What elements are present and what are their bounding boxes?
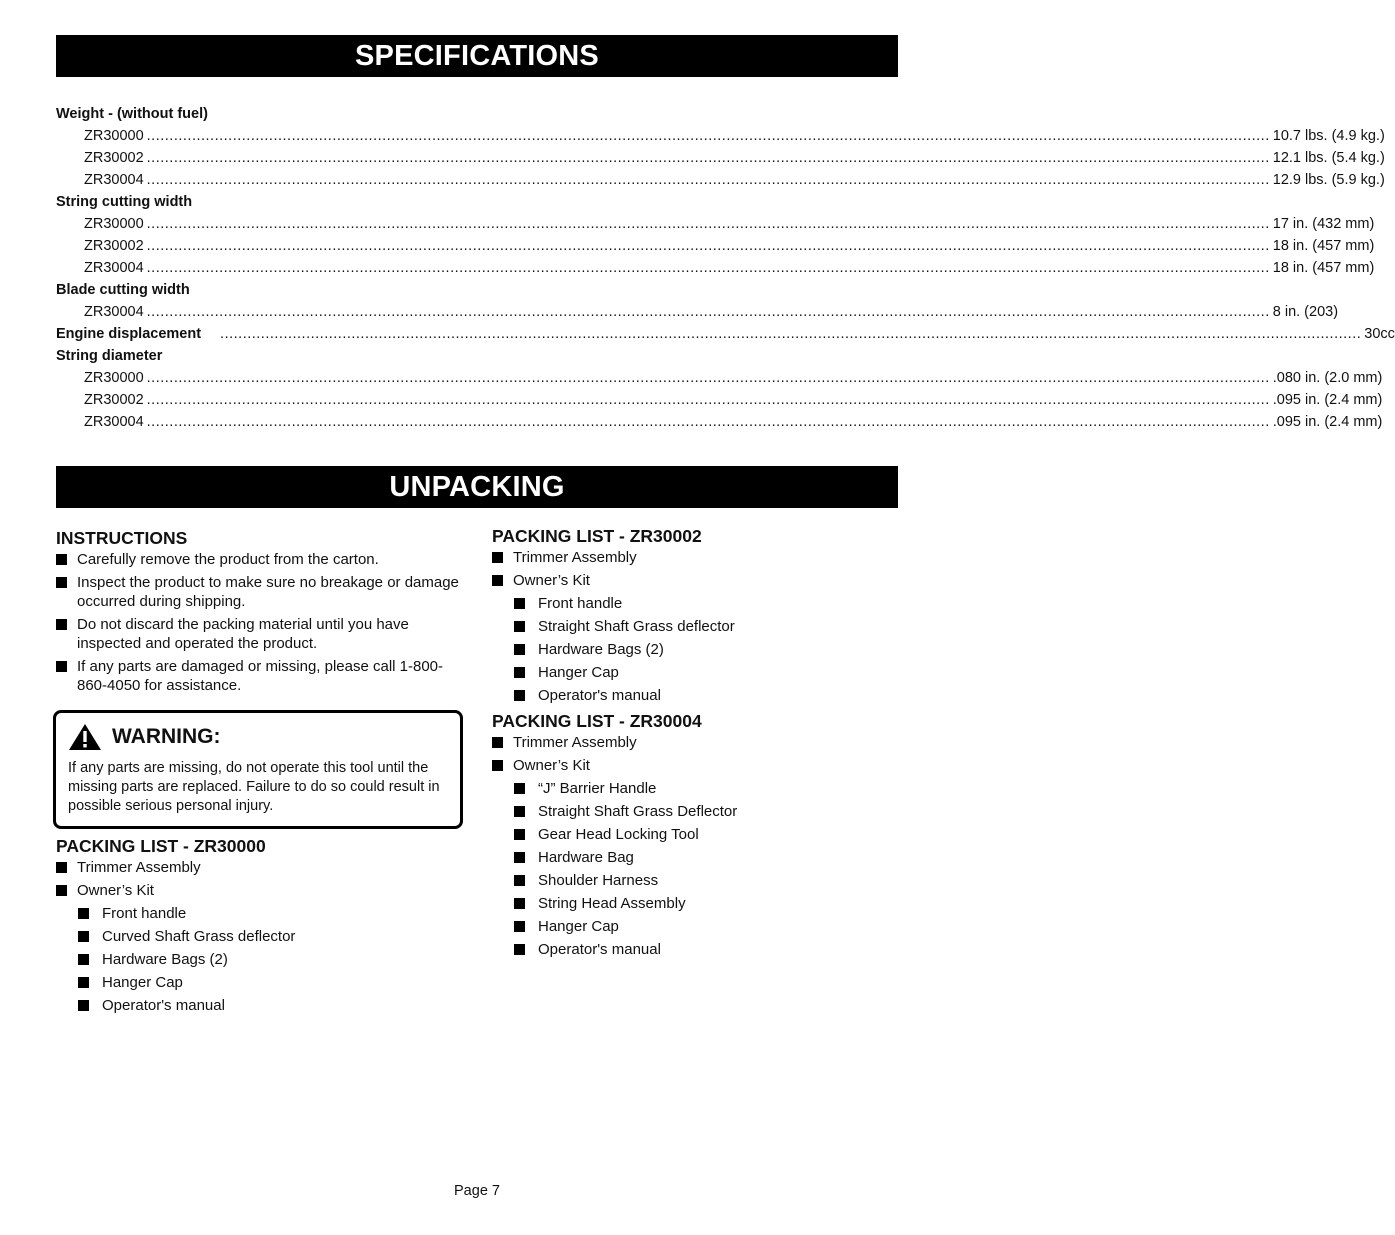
spec-model: ZR30004 [84,260,144,276]
list-item-text: Hanger Cap [102,974,183,991]
unpacking-right-column [492,524,902,963]
dot-leader [147,389,1270,411]
list-item [56,858,466,877]
list-item-text: Front handle [102,905,187,922]
list-item-text: Do not discard the packing material until you have inspected and operated the product. [77,616,409,652]
bullet-square-icon [514,806,525,817]
list-item-text: Trimmer Assembly [513,734,637,751]
list-item-text: Straight Shaft Grass deflector [538,618,735,635]
list-item [492,548,902,567]
list-item-text: Gear Head Locking Tool [538,826,699,843]
page-number: Page 7 [454,1183,500,1199]
bullet-square-icon [514,621,525,632]
bullet-square-icon [514,898,525,909]
list-item [492,802,902,821]
bullet-square-icon [514,783,525,794]
spec-row [56,301,1339,323]
list-item [56,996,466,1015]
list-item [56,904,466,923]
list-item-text: Owner’s Kit [513,757,590,774]
spec-row [56,147,1385,169]
list-item [492,733,902,752]
list-item-text: Inspect the product to make sure no breakage or damage occurred during shipping. [77,574,459,610]
spec-value: 12.9 lbs. (5.9 kg.) [1272,172,1385,188]
list-item-text: Hanger Cap [538,664,619,681]
list-item [492,756,902,775]
owners-kit-items [492,594,902,705]
warning-title: WARNING: [112,725,221,748]
spec-value: .095 in. (2.4 mm) [1272,414,1383,430]
list-item [492,640,902,659]
list-item [56,573,466,611]
list-item-text: Trimmer Assembly [77,859,201,876]
bullet-square-icon [78,977,89,988]
list-item [56,950,466,969]
list-item [492,917,902,936]
dot-leader: ............................................................................................................................................................................................................................................................ [220,326,1362,342]
list-item-text: Shoulder Harness [538,872,659,889]
list-item [492,871,902,890]
dot-leader [147,257,1270,279]
list-item-text: String Head Assembly [538,895,686,912]
spec-row [56,235,1375,257]
list-item-text: Operator's manual [538,687,661,704]
list-item [492,571,902,590]
packing-list-heading: PACKING LIST - ZR30000 [56,836,266,856]
list-item [56,550,466,569]
instructions-heading: INSTRUCTIONS [56,528,188,548]
list-item-text: Hardware Bags (2) [538,641,664,658]
packing-list-zr30000 [56,834,466,1019]
bullet-square-icon [492,552,503,563]
packing-list-zr30002 [492,524,902,705]
spec-value: 8 in. (203) [1272,304,1339,320]
bullet-square-icon [56,619,67,630]
string-cutting-width-heading: String cutting width [56,194,193,210]
spec-row [56,125,1385,147]
warning-box [53,710,463,829]
spec-row [56,411,1383,433]
list-item-text: Hanger Cap [538,918,619,935]
unpacking-left-column [56,526,466,699]
bullet-square-icon [56,661,67,672]
list-item [56,657,466,695]
list-item [492,594,902,613]
dot-leader [147,301,1270,323]
owners-kit-items [56,904,466,1015]
list-item [56,615,466,653]
owners-kit-items [492,779,902,959]
warning-header [68,723,221,751]
packing-items [492,733,902,775]
spec-value: 10.7 lbs. (4.9 kg.) [1272,128,1385,144]
list-item-text: Trimmer Assembly [513,549,637,566]
spec-model: ZR30002 [84,238,144,254]
bullet-square-icon [514,598,525,609]
specifications-banner: SPECIFICATIONS [56,35,898,77]
list-item-text: Owner’s Kit [77,882,154,899]
blade-cutting-width-heading: Blade cutting width [56,282,190,298]
dot-leader [147,367,1270,389]
packing-list-heading: PACKING LIST - ZR30004 [492,711,702,731]
spec-model: ZR30002 [84,392,144,408]
dot-leader [147,235,1270,257]
bullet-square-icon [514,829,525,840]
bullet-square-icon [492,737,503,748]
spec-value: 17 in. (432 mm) [1272,216,1375,232]
bullet-square-icon [514,667,525,678]
list-item-text: Hardware Bags (2) [102,951,228,968]
bullet-square-icon [514,690,525,701]
bullet-square-icon [78,1000,89,1011]
packing-list-heading: PACKING LIST - ZR30002 [492,526,702,546]
spec-value: 18 in. (457 mm) [1272,260,1375,276]
dot-leader [147,169,1270,191]
bullet-square-icon [514,875,525,886]
bullet-square-icon [78,954,89,965]
list-item-text: “J” Barrier Handle [538,780,657,797]
spec-model: ZR30004 [84,414,144,430]
spec-row [56,169,1385,191]
warning-text: If any parts are missing, do not operate this tool until the missing parts are replaced. Failure to do so could result in possible serious personal injury. [68,760,440,814]
engine-displacement-row [56,323,1395,345]
bullet-square-icon [78,931,89,942]
packing-items [492,548,902,590]
list-item [56,927,466,946]
spec-value: 12.1 lbs. (5.4 kg.) [1272,150,1385,166]
dot-leader [147,411,1270,433]
bullet-square-icon [56,885,67,896]
list-item [492,894,902,913]
list-item-text: Carefully remove the product from the carton. [77,551,379,568]
list-item [492,848,902,867]
spec-value: 30cc [1364,326,1395,342]
spec-value: .080 in. (2.0 mm) [1272,370,1383,386]
spec-model: ZR30000 [84,128,144,144]
list-item [56,973,466,992]
list-item [492,617,902,636]
dot-leader [147,213,1270,235]
weight-heading: Weight - (without fuel) [56,106,208,122]
bullet-square-icon [514,852,525,863]
warning-triangle-icon [68,723,102,751]
list-item-text: Curved Shaft Grass deflector [102,928,296,945]
spec-model: ZR30000 [84,370,144,386]
bullet-square-icon [56,554,67,565]
bullet-square-icon [514,944,525,955]
list-item [492,940,902,959]
spec-value: .095 in. (2.4 mm) [1272,392,1383,408]
spec-row [56,213,1375,235]
bullet-square-icon [56,862,67,873]
bullet-square-icon [514,921,525,932]
list-item [56,881,466,900]
list-item [492,779,902,798]
list-item [492,825,902,844]
bullet-square-icon [78,908,89,919]
spec-model: ZR30004 [84,172,144,188]
list-item-text: Front handle [538,595,623,612]
list-item-text: Operator's manual [102,997,225,1014]
engine-displacement-heading: Engine displacement [56,326,202,342]
list-item [492,686,902,705]
instructions-list [56,550,466,695]
dot-leader [147,147,1270,169]
spec-model: ZR30002 [84,150,144,166]
bullet-square-icon [56,577,67,588]
spec-row [56,367,1383,389]
list-item-text: If any parts are damaged or missing, please call 1-800-860-4050 for assistance. [77,658,444,694]
packing-items [56,858,466,900]
list-item-text: Straight Shaft Grass Deflector [538,803,738,820]
bullet-square-icon [492,575,503,586]
unpacking-banner: UNPACKING [56,466,898,508]
bullet-square-icon [492,760,503,771]
string-diameter-heading: String diameter [56,348,163,364]
spec-value: 18 in. (457 mm) [1272,238,1375,254]
list-item [492,663,902,682]
list-item-text: Owner’s Kit [513,572,590,589]
dot-leader [147,125,1270,147]
spec-model: ZR30004 [84,304,144,320]
list-item-text: Operator's manual [538,941,661,958]
bullet-square-icon [514,644,525,655]
list-item-text: Hardware Bag [538,849,634,866]
spec-model: ZR30000 [84,216,144,232]
packing-list-zr30004 [492,709,902,959]
spec-row [56,257,1375,279]
spec-row [56,389,1383,411]
specifications-list [56,103,1395,433]
